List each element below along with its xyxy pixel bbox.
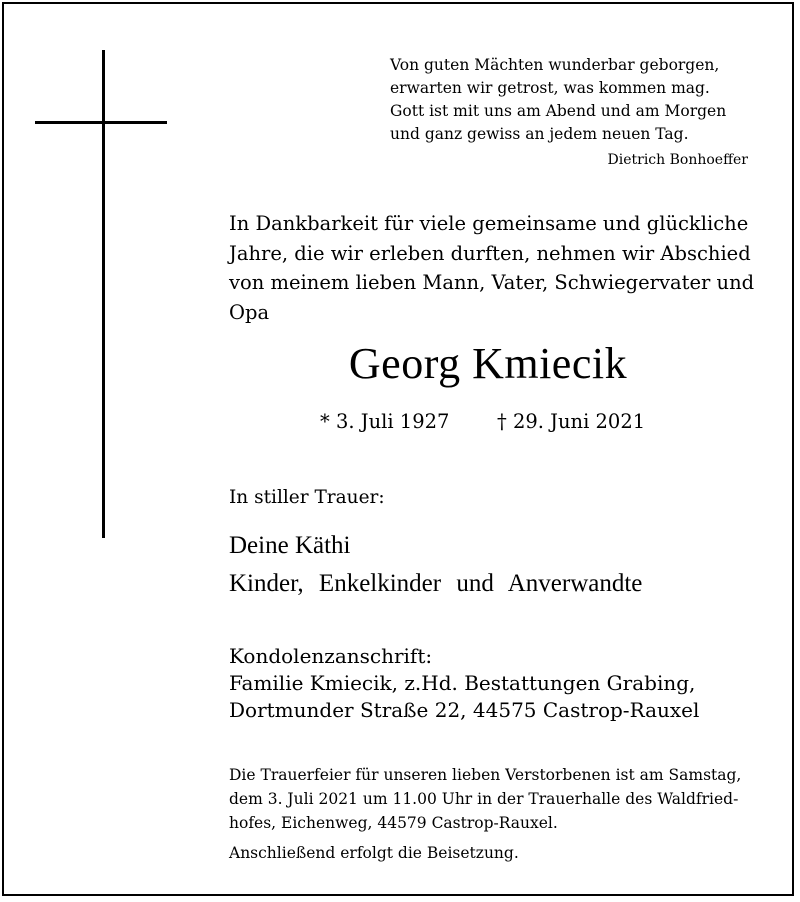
- ceremony-line: dem 3. Juli 2021 um 11.00 Uhr in der Trauerhalle des Waldfried-: [229, 790, 739, 808]
- ceremony-line: Die Trauerfeier für unseren lieben Verstorbenen ist am Samstag,: [229, 766, 742, 784]
- deceased-name: Georg Kmiecik: [348, 339, 628, 388]
- poem-line: Von guten Mächten wunderbar geborgen,: [390, 56, 720, 74]
- poem-author: Dietrich Bonhoeffer: [607, 152, 748, 168]
- poem-line: erwarten wir getrost, was kommen mag.: [390, 79, 710, 97]
- mourning-label: In stiller Trauer:: [229, 487, 385, 508]
- burial-info: Anschließend erfolgt die Beisetzung.: [229, 844, 519, 862]
- intro-line: Opa: [229, 300, 270, 324]
- birth-date: * 3. Juli 1927: [320, 410, 450, 433]
- poem-line: und ganz gewiss an jedem neuen Tag.: [390, 125, 689, 143]
- poem-line: Gott ist mit uns am Abend und am Morgen: [390, 102, 727, 120]
- intro-line: Jahre, die wir erleben durften, nehmen wir Abschied: [229, 241, 751, 265]
- intro-line: von meinem lieben Mann, Vater, Schwiegervater und: [229, 271, 755, 294]
- mourner-line: Kinder, Enkelkinder und Anverwandte: [229, 570, 643, 597]
- intro-line: In Dankbarkeit für viele gemeinsame und glückliche: [229, 212, 749, 235]
- intro-text: [229, 209, 759, 327]
- address-line: Dortmunder Straße 22, 44575 Castrop-Rauxel: [229, 698, 700, 722]
- address-line: Familie Kmiecik, z.Hd. Bestattungen Grabing,: [229, 671, 696, 695]
- mourner-line: Deine Käthi: [229, 532, 351, 559]
- ceremony-line: hofes, Eichenweg, 44579 Castrop-Rauxel.: [229, 814, 558, 832]
- ceremony-info: [229, 763, 749, 835]
- cross-horizontal-bar: [35, 121, 167, 124]
- death-date: † 29. Juni 2021: [497, 410, 646, 433]
- address-line: Kondolenzanschrift:: [229, 644, 433, 668]
- poem-quote: [390, 54, 750, 146]
- condolence-address: [229, 643, 699, 724]
- mourners-list: [229, 527, 642, 603]
